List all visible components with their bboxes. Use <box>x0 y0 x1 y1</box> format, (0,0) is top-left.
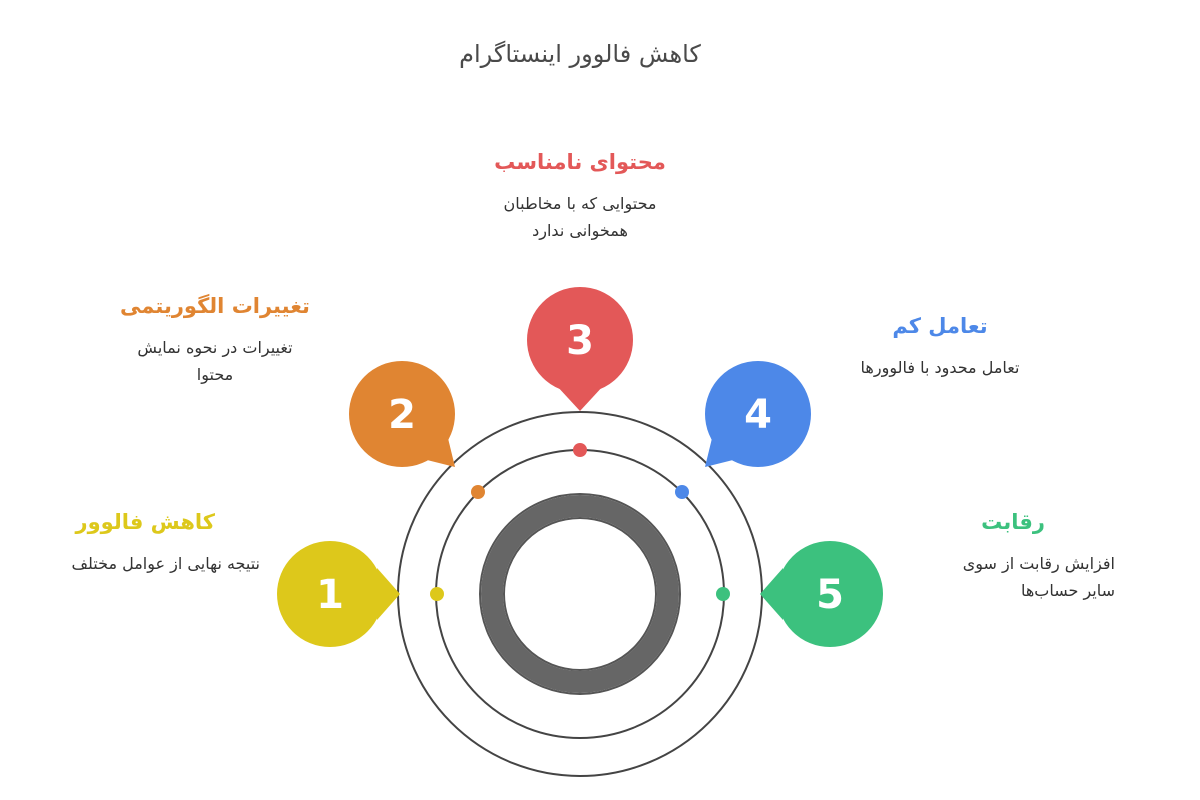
step-2-label <box>110 292 320 388</box>
core-inner-edge <box>504 518 656 670</box>
dot-1 <box>430 587 444 601</box>
step-3-number: 3 <box>566 318 594 364</box>
step-5-label <box>900 508 1115 604</box>
step-1-number: 1 <box>316 572 344 618</box>
step-4-number: 4 <box>744 392 772 438</box>
step-1-description: نتیجه نهایی از عوامل مختلف <box>71 554 260 573</box>
core-ring <box>492 506 668 682</box>
dot-3 <box>573 443 587 457</box>
step-5-marker <box>760 541 883 647</box>
step-4-label <box>835 312 1045 381</box>
step-2-description: تغییرات در نحوه نمایش محتوا <box>137 338 293 384</box>
step-3-description: محتوایی که با مخاطبان همخوانی ندارد <box>503 194 657 240</box>
step-1-marker <box>277 541 400 647</box>
step-4-heading: تعامل کم <box>892 314 988 338</box>
dot-4 <box>675 485 689 499</box>
step-3-marker <box>527 287 633 411</box>
step-3-label <box>470 148 690 244</box>
step-1-heading: کاهش فالوور <box>75 510 215 534</box>
step-2-number: 2 <box>388 392 416 438</box>
diagram-title: کاهش فالوور اینستاگرام <box>459 40 701 68</box>
step-5-number: 5 <box>816 572 844 618</box>
step-4-marker <box>705 361 811 467</box>
dot-2 <box>471 485 485 499</box>
step-1-label <box>40 508 260 577</box>
step-3-heading: محتوای نامناسب <box>494 150 666 174</box>
step-2-marker <box>349 361 455 467</box>
dot-5 <box>716 587 730 601</box>
step-2-heading: تغییرات الگوریتمی <box>120 294 310 318</box>
step-4-description: تعامل محدود با فالوورها <box>860 358 1020 377</box>
step-5-heading: رقابت <box>981 510 1045 534</box>
outer-ring <box>398 412 762 776</box>
step-5-description: افزایش رقابت از سوی سایر حساب‌ها <box>962 554 1115 600</box>
